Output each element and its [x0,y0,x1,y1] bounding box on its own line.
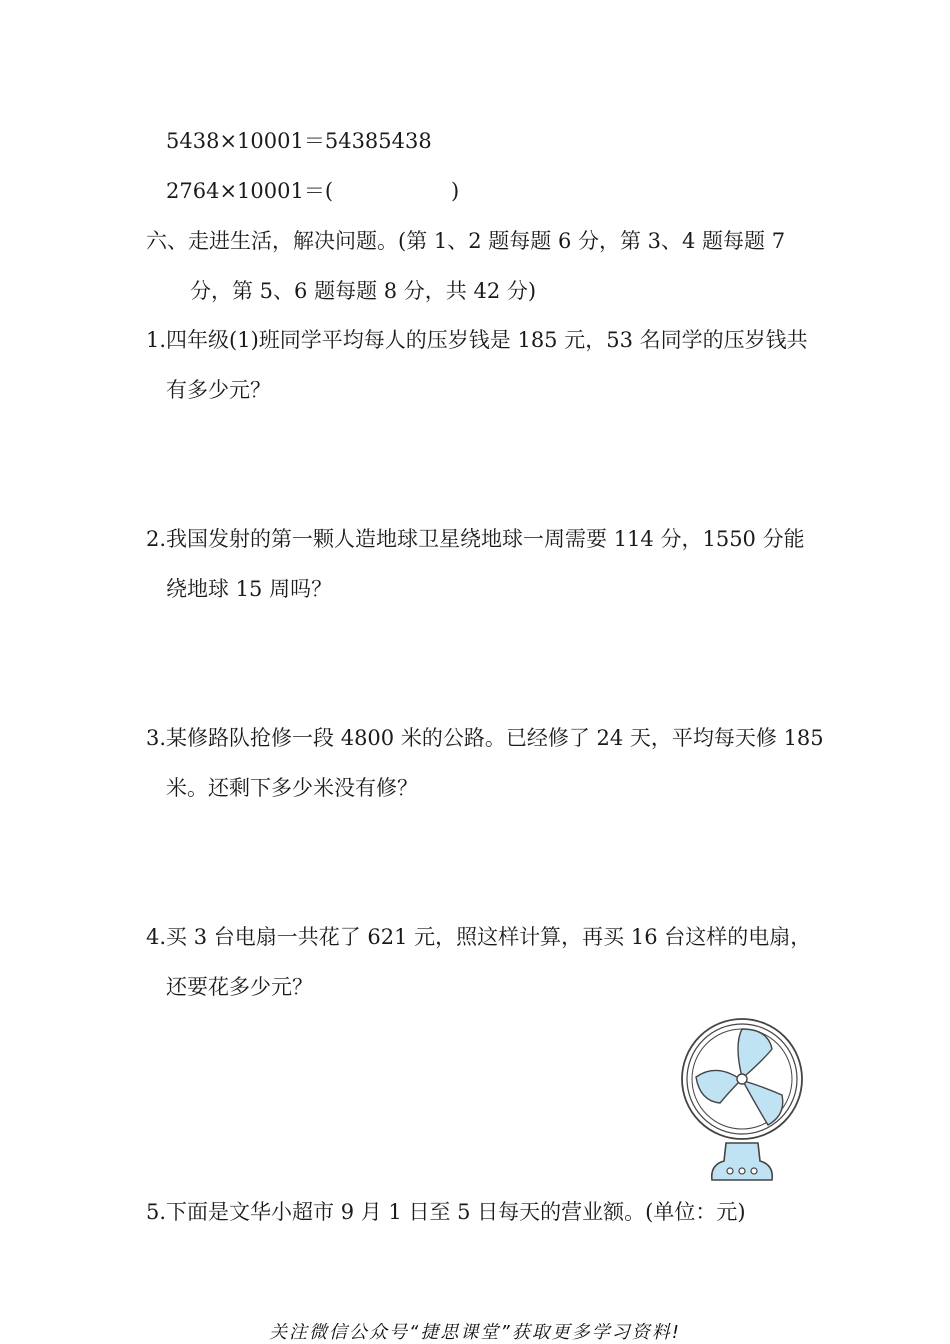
question-3-line-2: 米。还剩下多少米没有修？ [166,776,418,800]
footer-note: 关注微信公众号“捷思课堂”获取更多学习资料! [269,1322,681,1343]
equation-question-suffix: ) [451,179,460,203]
equation-question [166,177,459,205]
question-1-line-2: 有多少元？ [166,378,271,402]
question-2-line-1: 2.我国发射的第一颗人造地球卫星绕地球一周需要 114 分，1550 分能 [146,527,805,551]
question-4-line-2: 还要花多少元？ [166,975,313,999]
equation-question-prefix: 2764×10001＝( [166,179,334,203]
question-2-line-2: 绕地球 15 周吗？ [166,577,333,601]
section-heading-line-2: 分，第 5、6 题每题 8 分，共 42 分) [190,279,537,303]
equation-example: 5438×10001＝54385438 [166,129,432,153]
electric-fan-icon [676,1015,808,1183]
section-heading-line-1: 六、走进生活，解决问题。(第 1、2 题每题 6 分，第 3、4 题每题 7 [146,229,786,253]
question-5-line-1: 5.下面是文华小超市 9 月 1 日至 5 日每天的营业额。(单位：元) [146,1200,746,1224]
question-3-line-1: 3.某修路队抢修一段 4800 米的公路。已经修了 24 天，平均每天修 185 [146,726,824,750]
question-4-line-1: 4.买 3 台电扇一共花了 621 元，照这样计算，再买 16 台这样的电扇， [146,925,812,949]
fan-hub [737,1074,747,1084]
question-1-line-1: 1.四年级(1)班同学平均每人的压岁钱是 185 元，53 名同学的压岁钱共 [146,328,808,352]
